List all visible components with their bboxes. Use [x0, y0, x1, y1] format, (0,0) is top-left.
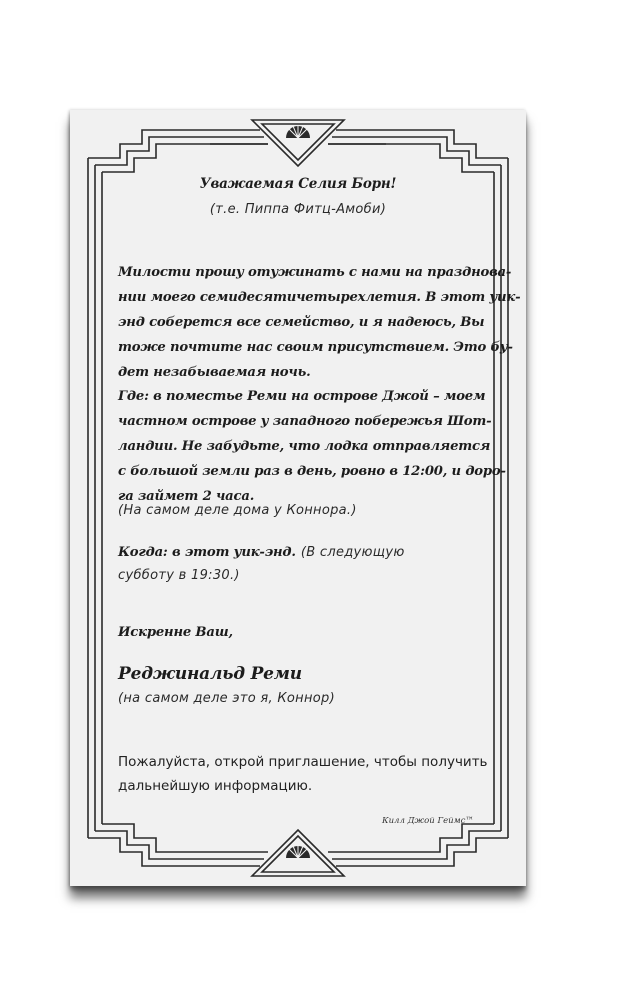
invite-line: нии моего семидесятичетырехлетия. В этот уик- — [118, 290, 521, 305]
where-line: ландии. Не забудьте, что лодка отправляется — [118, 439, 491, 454]
where-note: (На самом деле дома у Коннора.) — [118, 503, 357, 518]
when-paragraph — [118, 540, 405, 565]
invite-paragraph — [118, 260, 521, 385]
signature-name: Реджинальд Реми — [118, 664, 302, 684]
where-line: Где: в поместье Реми на острове Джой – моем — [118, 389, 486, 404]
when-note-part1: (В следующую — [300, 545, 405, 560]
brand-mark: Килл Джой Геймс™ — [382, 816, 474, 826]
when-main: Когда: в этот уик-энд. — [118, 545, 296, 560]
closing-text: Искренне Ваш, — [118, 625, 233, 640]
greeting-aka: (т.е. Пиппа Фитц-Амоби) — [209, 202, 387, 217]
footer-line: дальнейшую информацию. — [118, 778, 313, 794]
footer-line: Пожалуйста, открой приглашение, чтобы получить — [118, 754, 488, 770]
where-line: га займет 2 часа. — [118, 489, 255, 504]
footer-instruction — [118, 750, 488, 798]
where-line: частном острове у западного побережья Шот- — [118, 414, 492, 429]
where-paragraph — [118, 384, 506, 509]
signature-note: (на самом деле это я, Коннор) — [118, 691, 335, 706]
greeting-title: Уважаемая Селия Борн! — [199, 176, 397, 192]
when-note-part2: субботу в 19:30.) — [118, 568, 240, 583]
where-line: с большой земли раз в день, ровно в 12:00, и доро- — [118, 464, 506, 479]
invite-line: дет незабываемая ночь. — [118, 365, 311, 380]
invite-line: энд соберется все семейство, и я надеюсь, Вы — [118, 315, 485, 330]
invite-line: тоже почтите нас своим присутствием. Это бу- — [118, 340, 513, 355]
invitation-card — [70, 110, 526, 886]
invite-line: Милости прошу отужинать с нами на празднова- — [118, 265, 512, 280]
